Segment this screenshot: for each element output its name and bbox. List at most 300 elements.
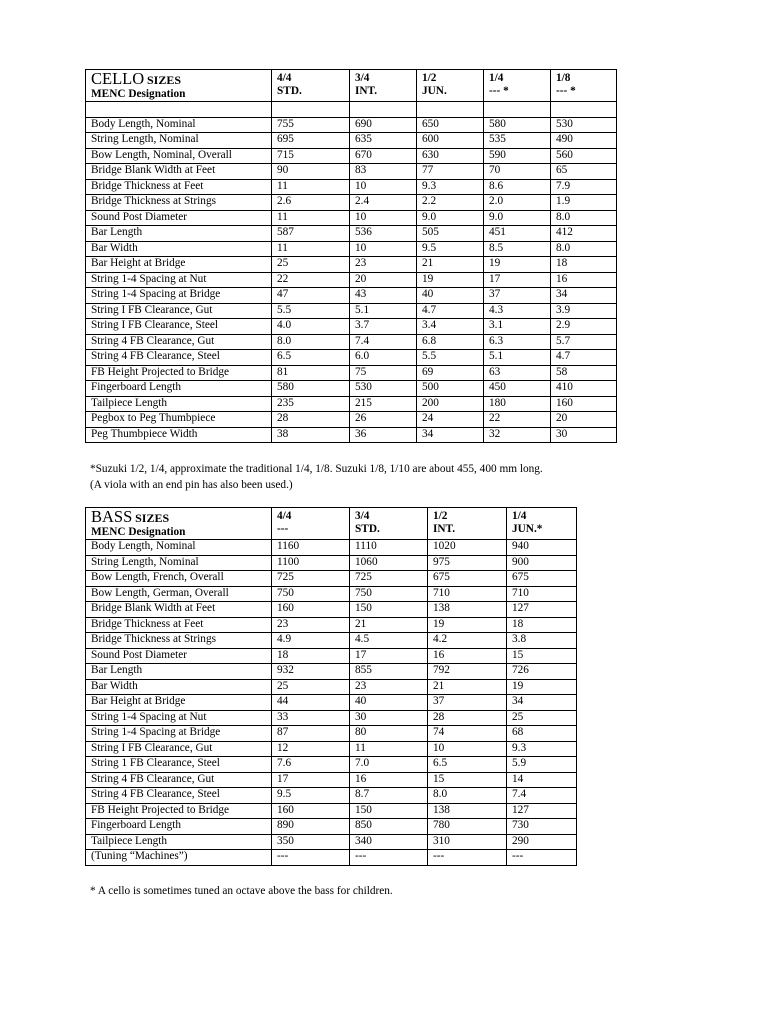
table-cell: 15	[507, 648, 577, 664]
bass-col-header	[272, 508, 350, 540]
table-cell: 580	[272, 381, 350, 397]
table-cell: 3.7	[350, 319, 417, 335]
table-cell: 975	[428, 555, 507, 571]
table-cell: 47	[272, 288, 350, 304]
table-cell: 22	[484, 412, 551, 428]
table-cell: 58	[551, 365, 617, 381]
table-cell: 22	[272, 272, 350, 288]
table-cell: 34	[551, 288, 617, 304]
row-label: String 1-4 Spacing at Bridge	[86, 288, 272, 304]
table-cell: 530	[350, 381, 417, 397]
table-row	[86, 617, 577, 633]
col-designation: JUN.*	[512, 523, 543, 535]
table-cell: 80	[350, 726, 428, 742]
col-size: 1/8	[556, 72, 571, 84]
table-cell: 30	[551, 427, 617, 443]
table-row	[86, 272, 617, 288]
table-cell: 8.7	[350, 788, 428, 804]
table-cell: 505	[417, 226, 484, 242]
cello-col-header	[272, 70, 350, 102]
table-cell: 4.5	[350, 633, 428, 649]
table-cell: 340	[350, 834, 428, 850]
bass-col-header	[350, 508, 428, 540]
table-cell: 44	[272, 695, 350, 711]
table-cell: 5.1	[350, 303, 417, 319]
table-cell: 21	[350, 617, 428, 633]
table-cell: 68	[507, 726, 577, 742]
table-cell: 1060	[350, 555, 428, 571]
table-cell: 17	[484, 272, 551, 288]
table-cell: 560	[551, 148, 617, 164]
table-cell: 4.9	[272, 633, 350, 649]
row-label: Bar Width	[86, 679, 272, 695]
table-row	[86, 555, 577, 571]
table-cell: 535	[484, 133, 551, 149]
table-row	[86, 726, 577, 742]
table-cell: 9.3	[417, 179, 484, 195]
table-cell: 28	[428, 710, 507, 726]
col-designation: ---	[277, 523, 289, 535]
row-label: String 4 FB Clearance, Steel	[86, 350, 272, 366]
table-cell	[484, 102, 551, 118]
table-cell: 19	[507, 679, 577, 695]
table-cell: 725	[272, 571, 350, 587]
table-cell: 890	[272, 819, 350, 835]
col-size: 3/4	[355, 72, 370, 84]
table-cell: 33	[272, 710, 350, 726]
row-label: Fingerboard Length	[86, 381, 272, 397]
table-cell: 4.7	[551, 350, 617, 366]
table-row	[86, 117, 617, 133]
table-cell: 9.5	[272, 788, 350, 804]
table-cell: 9.0	[484, 210, 551, 226]
col-designation: INT.	[355, 85, 378, 97]
cello-header-row	[86, 70, 617, 102]
table-cell: 15	[428, 772, 507, 788]
table-cell: 23	[350, 679, 428, 695]
table-cell: 3.9	[551, 303, 617, 319]
cello-title-sizes: SIZES	[147, 73, 182, 87]
table-row	[86, 365, 617, 381]
bass-title-sizes: SIZES	[135, 511, 170, 525]
table-cell: 850	[350, 819, 428, 835]
table-cell: 580	[484, 117, 551, 133]
table-cell: 16	[350, 772, 428, 788]
row-label: FB Height Projected to Bridge	[86, 365, 272, 381]
table-cell: 21	[428, 679, 507, 695]
col-size: 4/4	[277, 510, 292, 522]
table-cell: 34	[417, 427, 484, 443]
table-cell: 932	[272, 664, 350, 680]
table-cell: 32	[484, 427, 551, 443]
table-row	[86, 303, 617, 319]
row-label: Bar Length	[86, 664, 272, 680]
row-label: Bow Length, French, Overall	[86, 571, 272, 587]
table-cell: 4.3	[484, 303, 551, 319]
table-cell: 310	[428, 834, 507, 850]
table-row	[86, 210, 617, 226]
table-cell: 4.0	[272, 319, 350, 335]
table-cell: 9.0	[417, 210, 484, 226]
table-cell: ---	[350, 850, 428, 866]
row-label: String 4 FB Clearance, Steel	[86, 788, 272, 804]
bass-col-header	[428, 508, 507, 540]
table-cell: 715	[272, 148, 350, 164]
table-cell: 412	[551, 226, 617, 242]
bass-footnote: * A cello is sometimes tuned an octave above the bass for children.	[90, 885, 393, 897]
table-cell: 675	[428, 571, 507, 587]
table-row	[86, 334, 617, 350]
row-label: Sound Post Diameter	[86, 210, 272, 226]
row-label: String Length, Nominal	[86, 555, 272, 571]
table-row	[86, 803, 577, 819]
table-cell: 63	[484, 365, 551, 381]
table-row	[86, 648, 577, 664]
table-cell: 290	[507, 834, 577, 850]
table-cell: 590	[484, 148, 551, 164]
col-size: 1/4	[489, 72, 504, 84]
table-cell: 2.9	[551, 319, 617, 335]
table-cell: 5.5	[417, 350, 484, 366]
table-cell: 450	[484, 381, 551, 397]
bass-sizes-table	[85, 507, 577, 866]
table-cell: 12	[272, 741, 350, 757]
bass-col-header	[507, 508, 577, 540]
table-cell: 20	[350, 272, 417, 288]
table-row	[86, 164, 617, 180]
table-cell: 490	[551, 133, 617, 149]
table-cell: 630	[417, 148, 484, 164]
table-cell: 14	[507, 772, 577, 788]
table-cell: 670	[350, 148, 417, 164]
table-cell: 18	[551, 257, 617, 273]
table-cell: 87	[272, 726, 350, 742]
table-cell: 7.6	[272, 757, 350, 773]
row-label: String 1-4 Spacing at Bridge	[86, 726, 272, 742]
cello-col-header	[484, 70, 551, 102]
cello-sizes-table	[85, 69, 617, 443]
table-cell: 9.5	[417, 241, 484, 257]
table-cell: 81	[272, 365, 350, 381]
table-cell	[350, 102, 417, 118]
table-cell: 1110	[350, 540, 428, 556]
table-cell: 25	[272, 679, 350, 695]
table-row	[86, 679, 577, 695]
table-row	[86, 602, 577, 618]
table-cell: 2.6	[272, 195, 350, 211]
col-size: 1/4	[512, 510, 527, 522]
row-label: (Tuning “Machines”)	[86, 850, 272, 866]
table-cell: 19	[428, 617, 507, 633]
table-cell: 18	[272, 648, 350, 664]
table-cell: 5.1	[484, 350, 551, 366]
table-row	[86, 427, 617, 443]
table-row	[86, 571, 577, 587]
table-cell: 36	[350, 427, 417, 443]
table-cell: 410	[551, 381, 617, 397]
table-cell: 635	[350, 133, 417, 149]
row-label: String I FB Clearance, Gut	[86, 303, 272, 319]
table-cell: 695	[272, 133, 350, 149]
col-designation: --- *	[489, 85, 509, 97]
table-row	[86, 757, 577, 773]
row-label: String 4 FB Clearance, Gut	[86, 334, 272, 350]
table-cell: 726	[507, 664, 577, 680]
table-cell: 69	[417, 365, 484, 381]
col-designation: STD.	[277, 85, 302, 97]
table-cell: 90	[272, 164, 350, 180]
table-cell: 138	[428, 803, 507, 819]
table-cell: 25	[272, 257, 350, 273]
row-label: Bow Length, Nominal, Overall	[86, 148, 272, 164]
bass-menc-designation: MENC Designation	[91, 526, 186, 538]
table-row	[86, 133, 617, 149]
table-cell: 1160	[272, 540, 350, 556]
table-cell: 3.8	[507, 633, 577, 649]
table-cell: 75	[350, 365, 417, 381]
table-row	[86, 350, 617, 366]
table-cell: ---	[272, 850, 350, 866]
row-label: String 1-4 Spacing at Nut	[86, 710, 272, 726]
table-cell: 675	[507, 571, 577, 587]
table-cell: 70	[484, 164, 551, 180]
row-label: String I FB Clearance, Steel	[86, 319, 272, 335]
table-cell: 710	[507, 586, 577, 602]
table-cell: 150	[350, 602, 428, 618]
table-cell: 38	[272, 427, 350, 443]
row-label: Sound Post Diameter	[86, 648, 272, 664]
table-cell: 26	[350, 412, 417, 428]
row-label: Body Length, Nominal	[86, 117, 272, 133]
cello-col-header	[551, 70, 617, 102]
table-cell: 138	[428, 602, 507, 618]
table-cell: 83	[350, 164, 417, 180]
table-cell: 900	[507, 555, 577, 571]
row-label: Bar Height at Bridge	[86, 257, 272, 273]
table-cell: 8.0	[551, 241, 617, 257]
row-label: Body Length, Nominal	[86, 540, 272, 556]
row-label: FB Height Projected to Bridge	[86, 803, 272, 819]
row-label: Tailpiece Length	[86, 834, 272, 850]
table-cell: 710	[428, 586, 507, 602]
table-cell: 19	[484, 257, 551, 273]
table-cell: 725	[350, 571, 428, 587]
col-size: 1/2	[433, 510, 448, 522]
table-row	[86, 226, 617, 242]
table-cell: 7.9	[551, 179, 617, 195]
table-cell: 11	[272, 210, 350, 226]
bass-title-cell	[86, 508, 272, 540]
table-cell: ---	[507, 850, 577, 866]
table-row	[86, 241, 617, 257]
table-cell: 6.5	[272, 350, 350, 366]
col-size: 4/4	[277, 72, 292, 84]
table-cell: 500	[417, 381, 484, 397]
table-cell: 1020	[428, 540, 507, 556]
table-cell: 127	[507, 803, 577, 819]
row-label: Bar Height at Bridge	[86, 695, 272, 711]
table-cell: 23	[272, 617, 350, 633]
table-cell: 750	[272, 586, 350, 602]
table-cell: 17	[272, 772, 350, 788]
table-cell: 43	[350, 288, 417, 304]
row-label: Tailpiece Length	[86, 396, 272, 412]
table-cell: 18	[507, 617, 577, 633]
table-row	[86, 102, 617, 118]
table-cell: 10	[350, 210, 417, 226]
table-cell: 530	[551, 117, 617, 133]
table-row	[86, 710, 577, 726]
cello-footnote-line2: (A viola with an end pin has also been used.)	[90, 478, 293, 491]
row-label: Bridge Thickness at Feet	[86, 179, 272, 195]
table-row	[86, 179, 617, 195]
table-cell: 37	[484, 288, 551, 304]
cello-menc-designation: MENC Designation	[91, 88, 186, 100]
table-cell: 536	[350, 226, 417, 242]
table-row	[86, 396, 617, 412]
table-cell: 1.9	[551, 195, 617, 211]
table-cell: 16	[428, 648, 507, 664]
table-cell: 127	[507, 602, 577, 618]
table-cell: 6.8	[417, 334, 484, 350]
table-cell: 11	[272, 179, 350, 195]
table-row	[86, 834, 577, 850]
row-label: Pegbox to Peg Thumbpiece	[86, 412, 272, 428]
table-cell: 587	[272, 226, 350, 242]
row-label: Bridge Thickness at Strings	[86, 195, 272, 211]
col-designation: INT.	[433, 523, 456, 535]
table-row	[86, 741, 577, 757]
cello-footnote	[90, 462, 610, 493]
table-cell: 215	[350, 396, 417, 412]
table-cell: 6.3	[484, 334, 551, 350]
table-cell: 10	[350, 241, 417, 257]
table-cell: 40	[417, 288, 484, 304]
cello-title: CELLO	[91, 69, 145, 88]
row-label: Peg Thumbpiece Width	[86, 427, 272, 443]
cello-footnote-line1: *Suzuki 1/2, 1/4, approximate the traditional 1/4, 1/8. Suzuki 1/8, 1/10 are about 455, 400 mm long.	[90, 463, 543, 475]
table-cell: 1100	[272, 555, 350, 571]
table-cell: 21	[417, 257, 484, 273]
table-cell: 180	[484, 396, 551, 412]
table-cell: 160	[272, 803, 350, 819]
bass-title: BASS	[91, 507, 133, 526]
table-cell: 25	[507, 710, 577, 726]
table-cell: 10	[350, 179, 417, 195]
table-cell: 8.6	[484, 179, 551, 195]
table-row	[86, 850, 577, 866]
table-row	[86, 695, 577, 711]
table-cell: 20	[551, 412, 617, 428]
table-cell: 8.0	[272, 334, 350, 350]
table-cell: 65	[551, 164, 617, 180]
table-cell: 30	[350, 710, 428, 726]
table-cell: 451	[484, 226, 551, 242]
table-cell: 28	[272, 412, 350, 428]
table-cell: 792	[428, 664, 507, 680]
table-cell: 10	[428, 741, 507, 757]
row-label: String Length, Nominal	[86, 133, 272, 149]
table-cell: 5.9	[507, 757, 577, 773]
row-label: String 4 FB Clearance, Gut	[86, 772, 272, 788]
table-row	[86, 319, 617, 335]
table-cell: 855	[350, 664, 428, 680]
table-cell	[417, 102, 484, 118]
table-cell: 235	[272, 396, 350, 412]
table-cell: 4.2	[428, 633, 507, 649]
col-designation: --- *	[556, 85, 576, 97]
table-row	[86, 819, 577, 835]
table-cell: 34	[507, 695, 577, 711]
table-row	[86, 195, 617, 211]
table-cell: 5.7	[551, 334, 617, 350]
table-cell: 150	[350, 803, 428, 819]
col-size: 1/2	[422, 72, 437, 84]
table-cell	[272, 102, 350, 118]
table-cell: 8.0	[551, 210, 617, 226]
table-cell: 6.5	[428, 757, 507, 773]
table-cell: 2.4	[350, 195, 417, 211]
table-cell: 9.3	[507, 741, 577, 757]
row-label: Bridge Thickness at Feet	[86, 617, 272, 633]
table-cell: 6.0	[350, 350, 417, 366]
table-cell: 730	[507, 819, 577, 835]
table-cell: 2.2	[417, 195, 484, 211]
row-label: String 1 FB Clearance, Steel	[86, 757, 272, 773]
table-row	[86, 788, 577, 804]
table-cell: 160	[551, 396, 617, 412]
table-cell: 7.0	[350, 757, 428, 773]
table-cell: 23	[350, 257, 417, 273]
table-cell: 11	[272, 241, 350, 257]
table-cell: 350	[272, 834, 350, 850]
table-cell: ---	[428, 850, 507, 866]
table-cell: 5.5	[272, 303, 350, 319]
table-cell: 940	[507, 540, 577, 556]
table-cell: 3.1	[484, 319, 551, 335]
table-cell: 16	[551, 272, 617, 288]
row-label: Bridge Thickness at Strings	[86, 633, 272, 649]
cello-col-header	[417, 70, 484, 102]
table-cell: 74	[428, 726, 507, 742]
table-cell: 3.4	[417, 319, 484, 335]
table-cell: 24	[417, 412, 484, 428]
table-cell: 8.5	[484, 241, 551, 257]
table-cell: 11	[350, 741, 428, 757]
row-label: Bar Width	[86, 241, 272, 257]
table-row	[86, 148, 617, 164]
table-row	[86, 257, 617, 273]
table-cell	[551, 102, 617, 118]
table-cell: 600	[417, 133, 484, 149]
table-cell: 4.7	[417, 303, 484, 319]
row-label	[86, 102, 272, 118]
table-cell: 7.4	[507, 788, 577, 804]
cello-title-cell	[86, 70, 272, 102]
table-row	[86, 772, 577, 788]
table-cell: 19	[417, 272, 484, 288]
table-row	[86, 633, 577, 649]
table-row	[86, 412, 617, 428]
table-cell: 17	[350, 648, 428, 664]
table-cell: 160	[272, 602, 350, 618]
row-label: Bow Length, German, Overall	[86, 586, 272, 602]
table-row	[86, 288, 617, 304]
row-label: Bridge Blank Width at Feet	[86, 602, 272, 618]
table-cell: 755	[272, 117, 350, 133]
table-cell: 40	[350, 695, 428, 711]
table-cell: 650	[417, 117, 484, 133]
